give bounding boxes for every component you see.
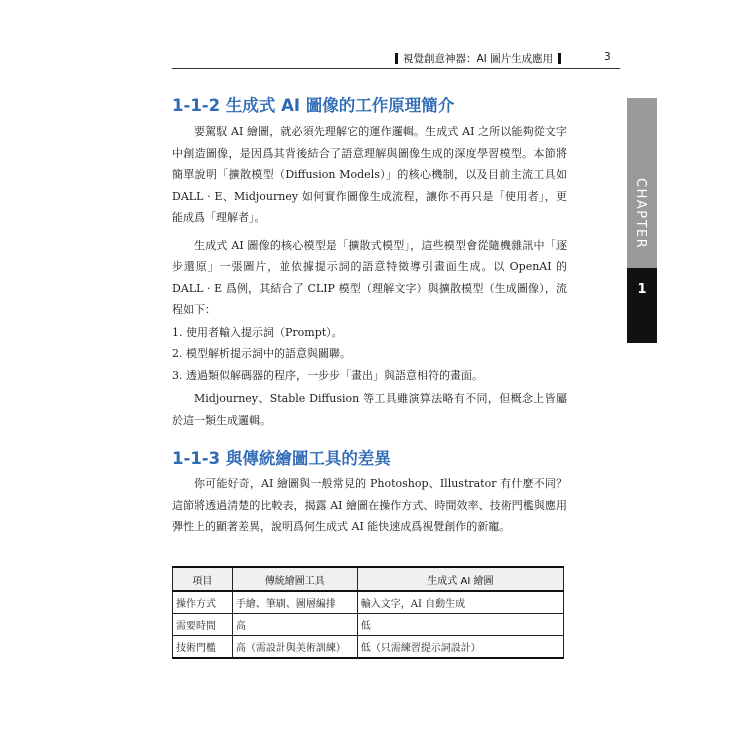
table-cell: 低 [357,614,563,636]
step-item-2: 2. 模型解析提示詞中的語意與關聯。 [172,347,351,360]
table-cell: 技術門檻 [173,636,233,659]
table-cell: 低（只需練習提示詞設計） [357,636,563,659]
chapter-label: CHAPTER [633,178,648,250]
table-header-item: 項目 [173,567,233,591]
header-rule [172,68,620,69]
header-bar-left [395,53,398,64]
table-row [173,636,564,659]
page-number: 3 [604,51,611,63]
section1-paragraph-3: Midjourney、Stable Diffusion 等工具雖演算法略有不同，但概念上皆屬於這一類生成邏輯。 [172,392,567,427]
section1-paragraph-1: 要駕馭 AI 繪圖，就必須先理解它的運作邏輯。生成式 AI 之所以能夠從文字中創造圖像，是因爲其背後結合了語意理解與圖像生成的深度學習模型。本節將簡單說明「擴散模型（Diffusion Models）」的核心機制，以及目前主流工具如 DALL · E、Midjourney 如何實作圖像生成流程，讓你不再只是「使用者」，更能成爲「理解者」。 [172,125,567,224]
comparison-table [172,566,564,659]
section-title-1-1-3: 1-1-3 與傳統繪圖工具的差異 [172,449,391,468]
table-cell: 手繪、筆刷、圖層編排 [232,591,357,614]
table-header-generative-ai: 生成式 AI 繪圖 [357,567,563,591]
table-cell: 高（需設計與美術訓練） [232,636,357,659]
step-item-1: 1. 使用者輸入提示詞（Prompt）。 [172,325,343,339]
chapter-number: 1 [637,282,647,297]
chapter-number-box [627,268,657,343]
table-header-traditional: 傳統繪圖工具 [232,567,357,591]
table-header-row [173,567,564,591]
table-cell: 高 [232,614,357,636]
section1-paragraph-2: 生成式 AI 圖像的核心模型是「擴散式模型」，這些模型會從隨機雜訊中「逐步還原」一張圖片，並依據提示詞的語意特徵導引畫面生成。以 OpenAI 的 DALL · E 爲例，其結合了 CLIP 模型（理解文字）與擴散模型（生成圖像），流程如下： [172,238,567,316]
table-row [173,614,564,636]
header-bar-right [558,53,561,64]
table-cell: 操作方式 [173,591,233,614]
section2-paragraph-1: 你可能好奇，AI 繪圖與一般常見的 Photoshop、Illustrator 有什麼不同？這節將透過清楚的比較表，揭露 AI 繪圖在操作方式、時間效率、技術門檻與應用彈性上的顯著差異，說明爲何生成式 AI 能快速成爲視覺創作的新寵。 [172,477,567,533]
table-row [173,591,564,614]
running-header [395,50,561,66]
table-cell: 需要時間 [173,614,233,636]
running-title: 視覺創意神器：AI 圖片生成應用 [403,52,554,65]
section-title-1-1-2: 1-1-2 生成式 AI 圖像的工作原理簡介 [172,96,455,115]
main-content [172,94,567,538]
table-cell: 輸入文字，AI 自動生成 [357,591,563,614]
step-item-3: 3. 透過類似解碼器的程序，一步步「畫出」與語意相符的畫面。 [172,368,483,382]
